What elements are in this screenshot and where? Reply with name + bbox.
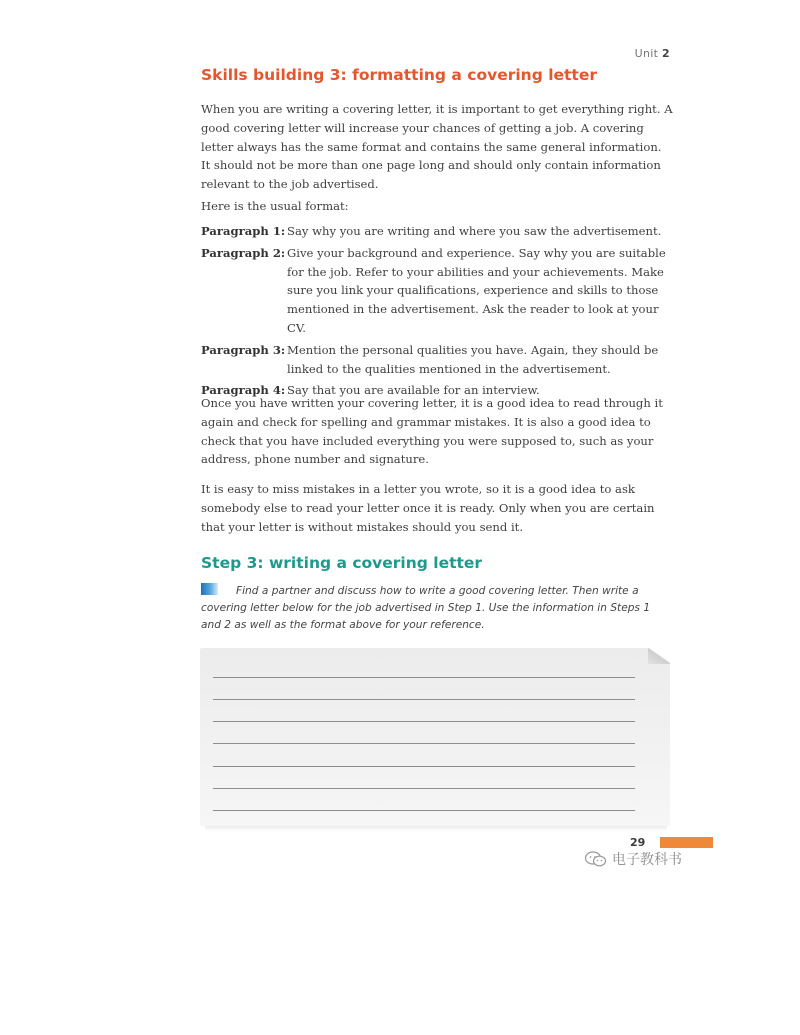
task-instruction: [201, 583, 671, 634]
writing-area-shadow: [205, 826, 667, 831]
intro-paragraph: When you are writing a covering letter, it is important to get everything right. A good covering letter will increase your chances of getting a job. A covering letter always has the same format and contains the same general information. It should not be more than one page long and should only contain information relevant to the job advertised.: [201, 102, 673, 192]
page-accent-bar: [660, 837, 713, 848]
writing-area[interactable]: [200, 648, 670, 826]
format-label: Paragraph 2:: [201, 245, 286, 260]
format-list: [201, 222, 673, 403]
page-number: 29: [630, 836, 646, 849]
format-item: [201, 244, 673, 338]
task-marker-icon: [201, 583, 218, 595]
writing-line[interactable]: [213, 810, 635, 811]
instruction-text: Find a partner and discuss how to write a good covering letter. Then write a covering letter below for the job advertised in Step 1. Use the information in Steps 1 and 2 as well as the format above for your reference.: [201, 585, 651, 631]
mistakes-paragraph: It is easy to miss mistakes in a letter you wrote, so it is a good idea to ask somebody else to read your letter once it is ready. Only when you are certain that your letter is without mistakes should you send it.: [201, 482, 655, 534]
format-label: Paragraph 3:: [201, 342, 286, 357]
step-heading: Step 3: writing a covering letter: [201, 554, 483, 572]
format-item: [201, 341, 673, 379]
unit-text: Unit: [634, 47, 659, 60]
format-label: Paragraph 1:: [201, 224, 286, 238]
format-text: Mention the personal qualities you have. Again, they should be linked to the qualities mentioned in the advertisement.: [287, 342, 659, 376]
watermark-text: 电子教科书: [612, 852, 682, 868]
format-text: Say why you are writing and where you saw the advertisement.: [287, 224, 662, 238]
proofread-paragraph: Once you have written your covering letter, it is a good idea to read through it again and check for spelling and grammar mistakes. It is also a good idea to check that you have included everything you were supposed to, such as your address, phone number and signature.: [201, 396, 663, 467]
writing-line[interactable]: [213, 721, 635, 722]
writing-line[interactable]: [213, 788, 635, 789]
usual-format-text: Here is the usual format:: [201, 199, 349, 213]
format-text: Give your background and experience. Say why you are suitable for the job. Refer to your abilities and your achievements. Make sure you link your qualifications, experience and skills to those mentioned in the advertisement. Ask the reader to look at your CV.: [287, 245, 666, 335]
writing-line[interactable]: [213, 743, 635, 744]
format-label: Paragraph 4:: [201, 383, 286, 398]
format-item: [201, 222, 673, 241]
wechat-icon: [584, 850, 608, 868]
page-curl-icon: [648, 648, 670, 664]
format-text: Say that you are available for an interview.: [287, 383, 540, 398]
watermark: [584, 849, 682, 869]
writing-line[interactable]: [213, 766, 635, 767]
unit-label: [635, 47, 670, 60]
skills-heading: Skills building 3: formatting a covering letter: [201, 66, 597, 84]
writing-line[interactable]: [213, 677, 635, 678]
unit-number: 2: [662, 47, 670, 60]
writing-line[interactable]: [213, 699, 635, 700]
